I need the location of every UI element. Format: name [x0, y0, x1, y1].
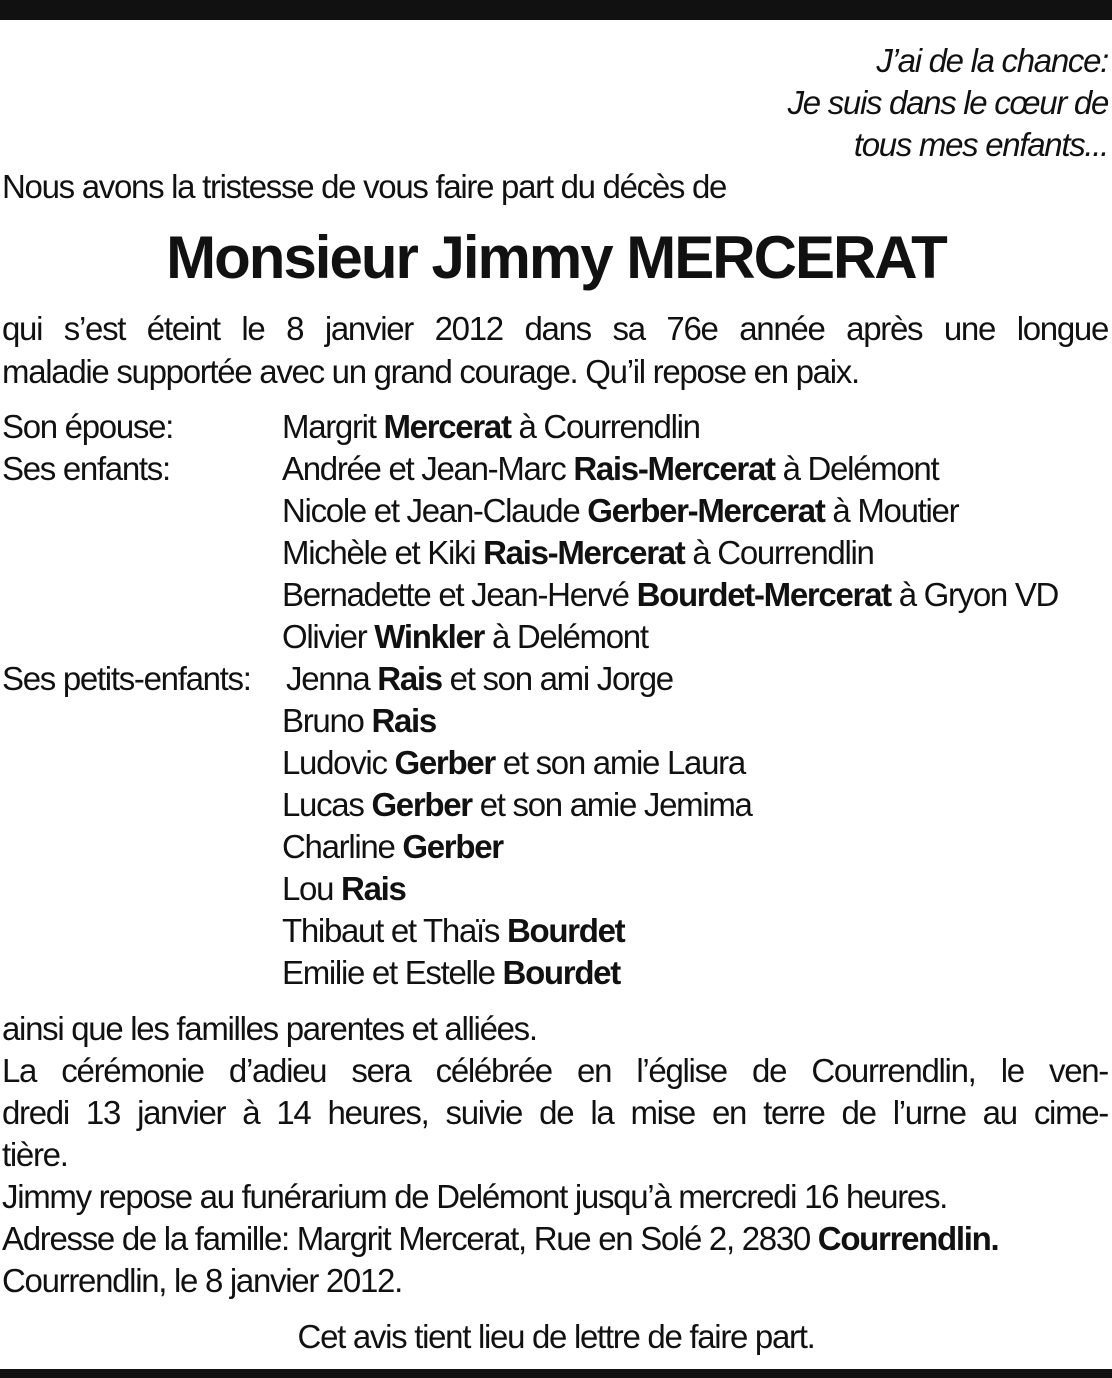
grandchild-entry [282, 784, 752, 826]
grandchild-entry [282, 700, 436, 742]
epigraph-line: Je suis dans le cœur de [787, 84, 1108, 121]
ceremony-text-line: dredi 13 janvier à 14 heures, suivie de la mise en terre de l’urne au cime- [2, 1094, 1108, 1131]
first-names: Margrit [282, 408, 384, 445]
family-address [2, 1218, 998, 1260]
first-names: Michèle et Kiki [282, 534, 484, 571]
first-names: Charline [282, 828, 403, 865]
address-text: Adresse de la famille: Margrit Mercerat, Rue en Solé 2, 2830 [2, 1220, 818, 1257]
bottom-border-rule [0, 1369, 1112, 1378]
surname: Rais-Mercerat [483, 534, 685, 571]
epigraph-line: J’ai de la chance: [876, 42, 1108, 79]
location: à Courrendlin [510, 408, 700, 445]
children-label: Ses enfants: [2, 450, 170, 487]
grandchildren-label: Ses petits-enfants: [2, 660, 251, 697]
location: à Gryon VD [890, 576, 1059, 613]
surname: Rais [341, 870, 406, 907]
notice-text: Cet avis tient lieu de lettre de faire part. [297, 1318, 815, 1355]
grandchild-entry [282, 742, 745, 784]
grandchild-entry [286, 658, 673, 700]
first-names: Bernadette et Jean-Hervé [282, 576, 637, 613]
surname: Bourdet [506, 912, 625, 949]
surname: Rais [377, 660, 442, 697]
surname: Gerber [371, 786, 472, 823]
death-text-line: maladie supportée avec un grand courage. Qu’il repose en paix. [2, 353, 859, 390]
surname: Gerber [402, 828, 503, 865]
first-names: Bruno [282, 702, 372, 739]
child-entry [282, 574, 1058, 616]
grandchild-entry [282, 868, 406, 910]
spouse-entry [282, 406, 700, 448]
location: à Delémont [774, 450, 939, 487]
ceremony-text-line: La cérémonie d’adieu sera célébrée en l’église de Courrendlin, le ven- [2, 1052, 1108, 1089]
surname: Rais-Mercerat [573, 450, 775, 487]
first-names: Thibaut et Thaïs [282, 912, 507, 949]
child-entry [282, 532, 874, 574]
surname: Bourdet [502, 954, 620, 991]
location: à Courrendlin [684, 534, 874, 571]
companion: et son amie Jemima [471, 786, 752, 823]
surname: Gerber-Mercerat [587, 492, 825, 529]
grandchild-entry [282, 910, 624, 952]
funerarium-text: Jimmy repose au funérarium de Delémont jusqu’à mercredi 16 heures. [2, 1178, 948, 1215]
companion: et son amie Laura [494, 744, 745, 781]
location: à Delémont [484, 618, 648, 655]
grandchild-entry [282, 826, 503, 868]
death-text-line: qui s’est éteint le 8 janvier 2012 dans sa 76e année après une longue [2, 310, 1108, 347]
first-names: Ludovic [282, 744, 395, 781]
first-names: Olivier [282, 618, 375, 655]
grandchild-entry [282, 952, 620, 994]
surname: Rais [371, 702, 436, 739]
deceased-name: Monsieur Jimmy MERCERAT [166, 224, 946, 291]
address-city: Courrendlin. [817, 1220, 999, 1257]
location: à Moutier [824, 492, 959, 529]
spouse-label: Son épouse: [2, 408, 174, 445]
intro-text: Nous avons la tristesse de vous faire part du décès de [2, 168, 727, 205]
surname: Bourdet-Mercerat [636, 576, 891, 613]
child-entry [282, 616, 648, 658]
relatives-text: ainsi que les familles parentes et alliées. [2, 1010, 537, 1047]
child-entry [282, 490, 958, 532]
first-names: Emilie et Estelle [282, 954, 503, 991]
ceremony-text-line: tière. [2, 1136, 68, 1173]
surname: Gerber [394, 744, 495, 781]
first-names: Lucas [282, 786, 372, 823]
child-entry [282, 448, 938, 490]
surname: Mercerat [383, 408, 511, 445]
first-names: Lou [282, 870, 342, 907]
first-names: Nicole et Jean-Claude [282, 492, 588, 529]
first-names: Andrée et Jean-Marc [282, 450, 574, 487]
companion: et son ami Jorge [441, 660, 673, 697]
epigraph-line: tous mes enfants... [853, 126, 1108, 163]
place-date: Courrendlin, le 8 janvier 2012. [2, 1262, 402, 1299]
surname: Winkler [374, 618, 485, 655]
first-names: Jenna [286, 660, 378, 697]
top-border-rule [0, 0, 1112, 20]
